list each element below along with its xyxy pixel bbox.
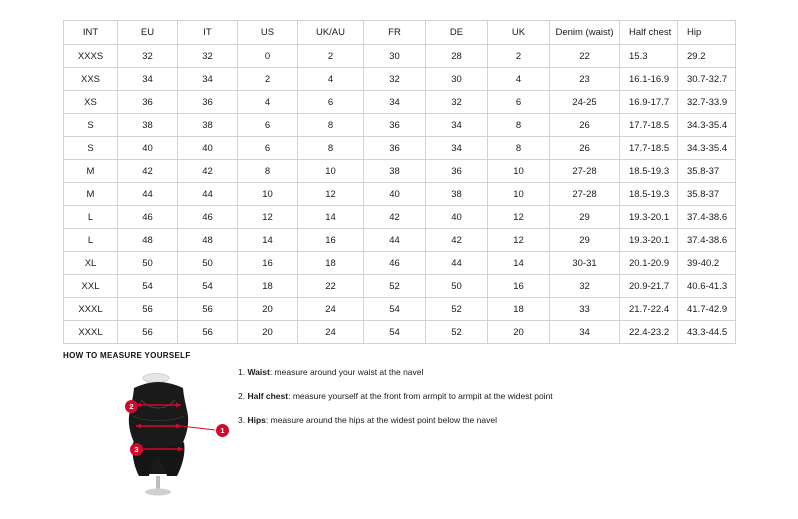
cell-de: 32 [426,91,488,114]
cell-denim-waist: 26 [550,137,620,160]
cell-hip: 34.3-35.4 [678,114,736,137]
cell-int: M [64,160,118,183]
cell-de: 42 [426,229,488,252]
cell-uk-au: 8 [298,114,364,137]
cell-uk: 10 [488,160,550,183]
cell-de: 38 [426,183,488,206]
table-row [64,298,736,321]
cell-us: 6 [238,137,298,160]
cell-hip: 32.7-33.9 [678,91,736,114]
cell-denim-waist: 23 [550,68,620,91]
cell-fr: 42 [364,206,426,229]
table-row [64,206,736,229]
cell-half-chest: 19.3-20.1 [620,206,678,229]
measure-instructions [238,367,718,439]
cell-eu: 34 [118,68,178,91]
measure-step-3-number: 3. [238,415,246,425]
column-header-hip: Hip [678,21,736,45]
cell-uk-au: 8 [298,137,364,160]
mannequin-svg [103,364,233,499]
measure-step-2-term: Half chest [247,391,289,401]
cell-denim-waist: 24-25 [550,91,620,114]
measure-step-2 [238,391,718,402]
cell-it: 36 [178,91,238,114]
measure-badge-3: 3 [130,443,143,456]
cell-eu: 44 [118,183,178,206]
cell-de: 28 [426,45,488,68]
cell-it: 48 [178,229,238,252]
cell-int: XXXL [64,298,118,321]
column-header-it: IT [178,21,238,45]
cell-fr: 44 [364,229,426,252]
cell-eu: 42 [118,160,178,183]
size-chart-container [63,20,735,344]
cell-de: 34 [426,137,488,160]
cell-us: 8 [238,160,298,183]
cell-eu: 46 [118,206,178,229]
cell-int: XXS [64,68,118,91]
cell-uk-au: 12 [298,183,364,206]
cell-us: 18 [238,275,298,298]
cell-it: 50 [178,252,238,275]
cell-us: 14 [238,229,298,252]
cell-half-chest: 16.9-17.7 [620,91,678,114]
cell-us: 4 [238,91,298,114]
cell-fr: 54 [364,298,426,321]
cell-fr: 36 [364,114,426,137]
table-row [64,252,736,275]
cell-uk: 8 [488,114,550,137]
cell-half-chest: 20.1-20.9 [620,252,678,275]
cell-de: 36 [426,160,488,183]
table-header-row [64,21,736,45]
column-header-denim-waist: Denim (waist) [550,21,620,45]
cell-us: 20 [238,298,298,321]
cell-uk: 14 [488,252,550,275]
cell-half-chest: 21.7-22.4 [620,298,678,321]
cell-half-chest: 17.7-18.5 [620,114,678,137]
cell-eu: 32 [118,45,178,68]
cell-hip: 29.2 [678,45,736,68]
cell-denim-waist: 34 [550,321,620,344]
cell-denim-waist: 29 [550,229,620,252]
cell-it: 38 [178,114,238,137]
cell-it: 40 [178,137,238,160]
cell-half-chest: 18.5-19.3 [620,183,678,206]
cell-de: 40 [426,206,488,229]
cell-uk: 6 [488,91,550,114]
measure-step-3-text: : measure around the hips at the widest point below the navel [265,415,497,425]
column-header-fr: FR [364,21,426,45]
cell-fr: 32 [364,68,426,91]
cell-uk: 12 [488,229,550,252]
table-row [64,321,736,344]
cell-us: 0 [238,45,298,68]
table-row [64,160,736,183]
cell-int: L [64,229,118,252]
measure-step-1-number: 1. [238,367,246,377]
cell-hip: 40.6-41.3 [678,275,736,298]
cell-fr: 40 [364,183,426,206]
measure-step-2-text: : measure yourself at the front from armpit to armpit at the widest point [288,391,553,401]
cell-us: 6 [238,114,298,137]
cell-it: 56 [178,298,238,321]
measure-badge-1: 1 [216,424,229,437]
cell-eu: 50 [118,252,178,275]
cell-us: 12 [238,206,298,229]
measure-step-1 [238,367,718,378]
measure-step-3-term: Hips [247,415,266,425]
cell-int: L [64,206,118,229]
cell-us: 20 [238,321,298,344]
cell-it: 34 [178,68,238,91]
cell-denim-waist: 26 [550,114,620,137]
cell-de: 50 [426,275,488,298]
cell-half-chest: 18.5-19.3 [620,160,678,183]
cell-fr: 54 [364,321,426,344]
table-row [64,114,736,137]
cell-de: 52 [426,298,488,321]
cell-denim-waist: 22 [550,45,620,68]
cell-fr: 52 [364,275,426,298]
column-header-uk-au: UK/AU [298,21,364,45]
cell-int: S [64,114,118,137]
cell-half-chest: 16.1-16.9 [620,68,678,91]
cell-int: M [64,183,118,206]
mannequin-illustration [103,364,233,499]
cell-de: 34 [426,114,488,137]
cell-hip: 39-40.2 [678,252,736,275]
cell-half-chest: 19.3-20.1 [620,229,678,252]
cell-uk-au: 10 [298,160,364,183]
size-chart-table [63,20,736,344]
column-header-us: US [238,21,298,45]
cell-it: 56 [178,321,238,344]
cell-int: XS [64,91,118,114]
cell-uk: 12 [488,206,550,229]
cell-int: XXXS [64,45,118,68]
cell-hip: 37.4-38.6 [678,206,736,229]
cell-fr: 30 [364,45,426,68]
cell-uk-au: 6 [298,91,364,114]
cell-half-chest: 17.7-18.5 [620,137,678,160]
cell-fr: 46 [364,252,426,275]
cell-fr: 36 [364,137,426,160]
cell-uk-au: 24 [298,298,364,321]
cell-denim-waist: 27-28 [550,183,620,206]
cell-denim-waist: 29 [550,206,620,229]
measure-step-2-number: 2. [238,391,246,401]
column-header-uk: UK [488,21,550,45]
cell-uk: 18 [488,298,550,321]
cell-half-chest: 22.4-23.2 [620,321,678,344]
cell-it: 54 [178,275,238,298]
cell-hip: 30.7-32.7 [678,68,736,91]
cell-it: 46 [178,206,238,229]
cell-it: 32 [178,45,238,68]
cell-uk-au: 24 [298,321,364,344]
column-header-eu: EU [118,21,178,45]
measure-step-1-term: Waist [247,367,270,377]
cell-uk-au: 4 [298,68,364,91]
table-row [64,45,736,68]
cell-it: 42 [178,160,238,183]
cell-denim-waist: 30-31 [550,252,620,275]
cell-hip: 35.8-37 [678,160,736,183]
cell-us: 2 [238,68,298,91]
column-header-half-chest: Half chest [620,21,678,45]
cell-eu: 40 [118,137,178,160]
table-row [64,91,736,114]
table-row [64,137,736,160]
cell-uk-au: 22 [298,275,364,298]
cell-eu: 56 [118,321,178,344]
cell-int: XXL [64,275,118,298]
cell-denim-waist: 33 [550,298,620,321]
table-row [64,68,736,91]
cell-uk: 10 [488,183,550,206]
cell-fr: 34 [364,91,426,114]
cell-uk-au: 2 [298,45,364,68]
cell-eu: 56 [118,298,178,321]
measure-step-3 [238,415,718,426]
measure-badge-2: 2 [125,400,138,413]
cell-us: 16 [238,252,298,275]
cell-uk: 8 [488,137,550,160]
cell-de: 44 [426,252,488,275]
cell-eu: 48 [118,229,178,252]
cell-denim-waist: 32 [550,275,620,298]
cell-half-chest: 20.9-21.7 [620,275,678,298]
how-to-measure-section [63,364,735,504]
cell-uk-au: 16 [298,229,364,252]
cell-eu: 36 [118,91,178,114]
cell-hip: 37.4-38.6 [678,229,736,252]
cell-uk: 16 [488,275,550,298]
cell-int: XXXL [64,321,118,344]
cell-it: 44 [178,183,238,206]
cell-uk: 20 [488,321,550,344]
how-to-measure-title: HOW TO MEASURE YOURSELF [63,351,191,360]
cell-hip: 35.8-37 [678,183,736,206]
cell-uk-au: 18 [298,252,364,275]
cell-eu: 54 [118,275,178,298]
table-row [64,183,736,206]
measure-step-1-text: : measure around your waist at the navel [269,367,424,377]
cell-de: 30 [426,68,488,91]
column-header-int: INT [64,21,118,45]
cell-denim-waist: 27-28 [550,160,620,183]
cell-int: XL [64,252,118,275]
cell-eu: 38 [118,114,178,137]
table-row [64,275,736,298]
cell-uk-au: 14 [298,206,364,229]
cell-fr: 38 [364,160,426,183]
cell-de: 52 [426,321,488,344]
cell-uk: 4 [488,68,550,91]
column-header-de: DE [426,21,488,45]
cell-hip: 43.3-44.5 [678,321,736,344]
cell-us: 10 [238,183,298,206]
cell-int: S [64,137,118,160]
cell-half-chest: 15.3 [620,45,678,68]
cell-hip: 41.7-42.9 [678,298,736,321]
table-row [64,229,736,252]
cell-hip: 34.3-35.4 [678,137,736,160]
cell-uk: 2 [488,45,550,68]
